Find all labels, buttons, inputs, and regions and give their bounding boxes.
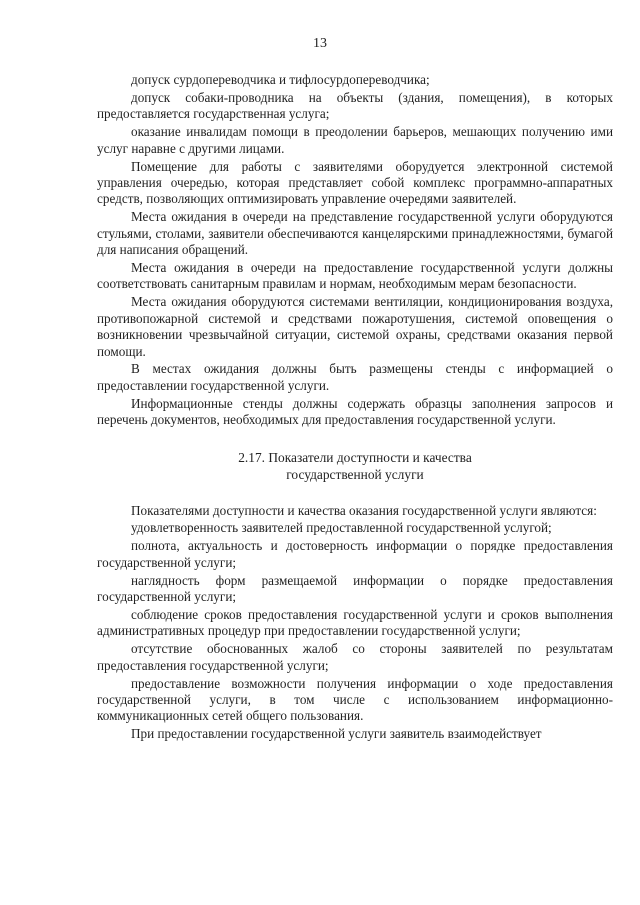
paragraph: Помещение для работы с заявителями оборудуется электронной системой управления очередью, которая представляет собой комплекс программно-аппаратных средств, позволяющих оптимизировать управление очередями заявителей. [97,158,613,207]
paragraph: допуск сурдопереводчика и тифлосурдопереводчика; [131,72,430,87]
section-heading-line-2: государственной услуги [286,466,424,482]
paragraph: Показателями доступности и качества оказания государственной услуги являются: [131,502,597,518]
section-heading [97,449,613,483]
paragraph: допуск собаки-проводника на объекты (здания, помещения), в которых предоставляется государственная услуга; [97,89,613,122]
paragraph: соблюдение сроков предоставления государственной услуги и сроков выполнения административных процедур при предоставлении государственной услуги; [97,606,613,639]
paragraph: Места ожидания оборудуются системами вентиляции, кондиционирования воздуха, противопожарной системой и средствами пожаротушения, системой оповещения о возникновении чрезвычайной ситуации, системой охраны, средствами оказания первой помощи. [97,294,613,359]
paragraph: При предоставлении государственной услуги заявитель взаимодействует [131,726,542,742]
paragraph: Места ожидания в очереди на предоставление государственной услуги должны соответствовать санитарным правилам и нормам, необходимым мерам безопасности. [97,259,613,292]
paragraph: Информационные стенды должны содержать образцы заполнения запросов и перечень документов, необходимых для предоставления государственной услуги. [97,395,613,428]
paragraph: отсутствие обоснованных жалоб со стороны заявителей по результатам предоставления государственной услуги; [97,641,613,673]
page-number: 13 [313,36,327,51]
paragraph: удовлетворенность заявителей предоставленной государственной услугой; [131,520,552,536]
document-body [97,72,613,744]
paragraph: Места ожидания в очереди на представление государственной услуги оборудуются стульями, столами, заявители обеспечиваются канцелярскими принадлежностями, бумагой для написания обращений. [97,209,613,258]
paragraph: В местах ожидания должны быть размещены стенды с информацией о предоставлении государственной услуги. [97,361,613,393]
paragraph: предоставление возможности получения информации о ходе предоставления государственной услуги, в том числе с использованием информационно-коммуникационных сетей общего пользования. [97,675,613,724]
section-heading-line-1: 2.17. Показатели доступности и качества [238,449,472,465]
paragraph: полнота, актуальность и достоверность информации о порядке предоставления государственной услуги; [97,538,613,570]
paragraph: наглядность форм размещаемой информации о порядке предоставления государственной услуги; [97,572,613,605]
paragraph: оказание инвалидам помощи в преодолении барьеров, мешающих получению ими услуг наравне с другими лицами. [97,124,613,156]
